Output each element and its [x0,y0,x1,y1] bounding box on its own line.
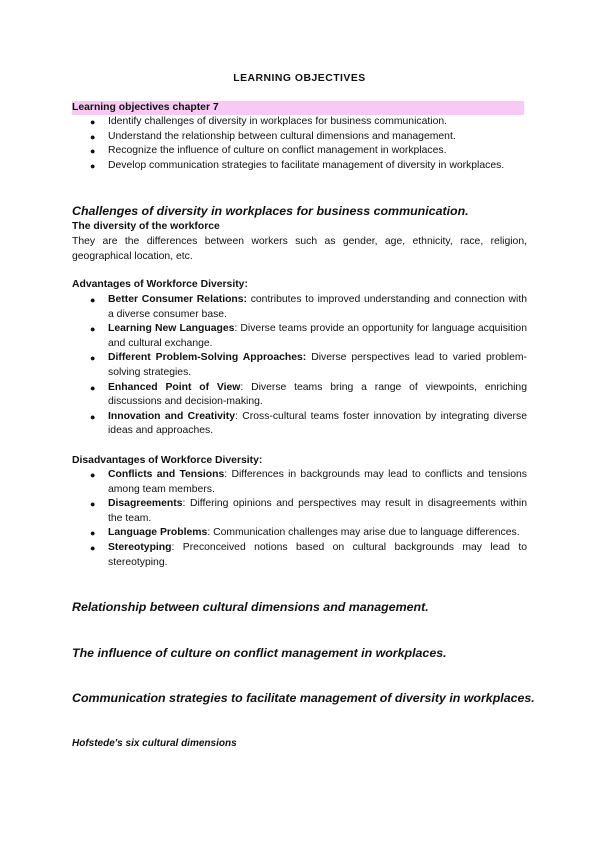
section-heading-relationship: Relationship between cultural dimensions and management. [72,600,429,614]
section-heading-strategies: Communication strategies to facilitate management of diversity in workplaces. [72,691,535,705]
bullet-icon: ● [90,411,96,422]
list-item: ● Learning New Languages: Diverse teams provide an opportunity for language acquisition and cultural exchange. [90,323,527,349]
bullet-icon: ● [90,528,96,539]
section-heading-conflict: The influence of culture on conflict management in workplaces. [72,646,447,660]
list-item: ● Recognize the influence of culture on conflict management in workplaces. [72,144,527,159]
advantages-heading: Advantages of Workforce Diversity: [72,279,248,290]
bullet-icon: ● [90,324,96,335]
bullet-icon: ● [90,146,96,157]
diversity-paragraph: They are the differences between workers such as gender, age, ethnicity, race, religion, geographical location, etc. [72,236,527,262]
bullet-icon: ● [90,542,96,553]
subheading-diversity: The diversity of the workforce [72,221,220,232]
bullet-icon: ● [90,353,96,364]
list-item: ● Innovation and Creativity: Cross-cultural teams foster innovation by integrating diverse ideas and approaches. [90,410,527,437]
list-item: ● Understand the relationship between cultural dimensions and management. [72,130,527,145]
bullet-icon: ● [90,160,96,171]
list-item: ● Stereotyping: Preconceived notions based on cultural backgrounds may lead to stereotyping. [90,541,527,568]
list-item: ● Identify challenges of diversity in workplaces for business communication. [72,115,527,130]
list-item: ● Conflicts and Tensions: Differences in backgrounds may lead to conflicts and tensions among team members. [90,469,527,495]
advantages-list [72,293,527,439]
list-item: ● Develop communication strategies to facilitate management of diversity in workplaces. [72,159,527,174]
page-title: LEARNING OBJECTIVES [233,73,366,84]
chapter-label: Learning objectives chapter 7 [72,101,524,115]
bullet-icon: ● [90,499,96,510]
bullet-icon: ● [90,470,96,480]
disadvantages-list [72,468,527,570]
list-item: ● Different Problem-Solving Approaches: Diverse perspectives lead to varied problem-solving strategies. [90,352,527,378]
list-item: ● Enhanced Point of View: Diverse teams bring a range of viewpoints, enriching discussions and decision-making. [90,381,527,408]
bullet-icon: ● [90,382,96,393]
disadvantages-heading: Disadvantages of Workforce Diversity: [72,455,263,466]
list-item: ● Disagreements: Differing opinions and perspectives may result in disagreements within the team. [90,498,527,524]
bullet-icon: ● [90,117,96,127]
section-heading-challenges: Challenges of diversity in workplaces for business communication. [72,204,469,218]
bullet-icon: ● [90,131,96,142]
list-item: ● Language Problems: Communication challenges may arise due to language differences. [72,526,527,541]
objectives-list [72,115,527,173]
list-item: ● Better Consumer Relations: contributes to improved understanding and connection with a diverse consumer base. [90,294,527,320]
hofstede-heading: Hofstede's six cultural dimensions [72,738,237,749]
bullet-icon: ● [90,295,96,305]
